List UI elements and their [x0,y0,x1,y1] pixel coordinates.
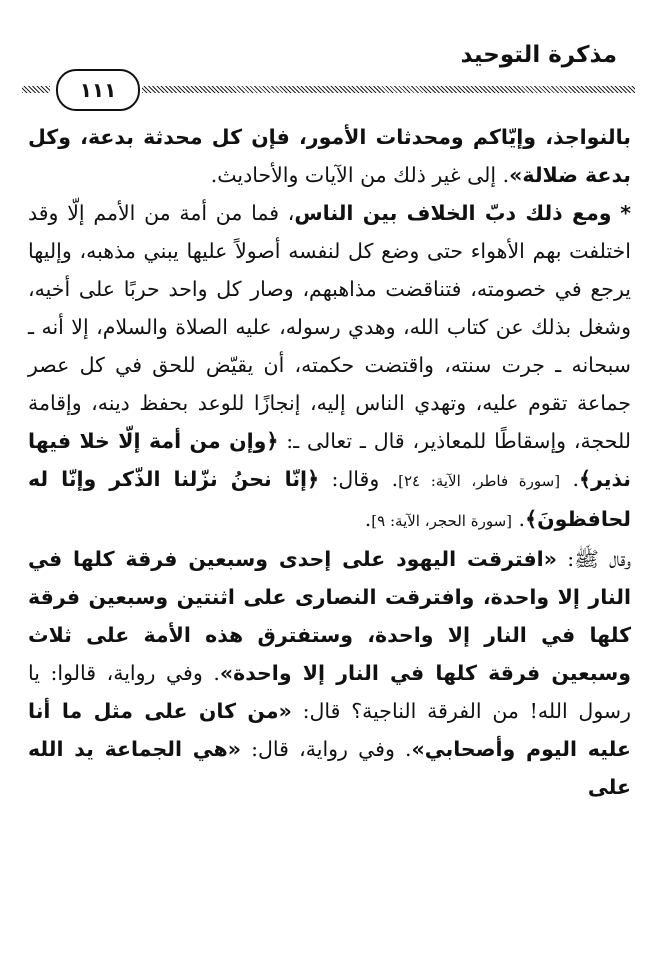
bold-text-run: «افترقت اليهود على إحدى وسبعين فرقة كلها في النار إلا واحدة، وافترقت النصارى على اثنتين وسبعين فرقة كلها في النار إلا واحدة، وستفترق هذه الأمة على ثلاث وسبعين فرقة كلها في النار إلا واحدة» [28,547,631,685]
page-body [28,118,631,806]
book-title: مذكرة التوحيد [460,42,617,68]
bold-text-run: ومع ذلك دبّ الخلاف بين الناس [294,201,612,225]
header-rule-right [142,86,635,93]
text-run: . [512,507,526,531]
paragraph [28,540,631,806]
bold-text-run: «هي الجماعة يد الله على [28,737,631,799]
text-run: ، فما من أمة من الأمم إلّا وقد اختلفت بهم الأهواء حتى وضع كل لنفسه أصولاً عليها يبني مذهبه، وإليها يرجع في خصومته، فتناقضت مذاهبهم، وصار كل واحد حربًا على أخيه، وشغل بذلك عن كتاب الله، وهدي رسوله، عليه الصلاة والسلام، إلا أنه ـ سبحانه ـ جرت سنته، واقتضت حكمته، أن يقيّض للحق في كل عصر جماعة تقوم عليه، وتهدي الناس إليه، إنجازًا للوعد بحفظ دينه، وإقامة للحجة، وإسقاطًا للمعاذير، قال ـ تعالى ـ: [28,201,631,453]
citation: [سورة فاطر، الآية: ٢٤] [398,472,561,490]
text-run: . إلى غير ذلك من الآيات والأحاديث. [210,163,510,187]
citation: [سورة الحجر، الآية: ٩] [371,512,513,530]
page-number: ١١١ [56,69,140,111]
text-run: . وقال: [319,467,399,491]
text-run: وقال ﷺ: [556,547,632,571]
page-header [22,42,635,102]
bold-text-run: * [620,201,631,225]
text-run [612,201,621,225]
bold-text-run: بالنواجذ، وإيّاكم ومحدثات الأمور، فإن كل محدثة بدعة، وكل بدعة ضلالة» [28,125,631,187]
header-rule-left [22,86,50,93]
bold-text-run: ﴿إنّا نحنُ نزّلنا الذّكر وإنّا له لحافظونَ﴾ [28,467,631,531]
text-run: . وفي رواية، قال: [240,737,412,761]
paragraph [28,118,631,194]
text-run: . [364,507,372,531]
text-run: . وفي رواية، قالوا: يا رسول الله! من الفرقة الناجية؟ قال: [28,661,631,723]
bold-text-run: «من كان على مثل ما أنا عليه اليوم وأصحابي» [28,699,631,761]
bold-text-run: ﴿وإن من أمة إلّا خلا فيها نذير﴾ [28,429,631,491]
paragraph [28,194,631,540]
text-run: . [560,467,579,491]
